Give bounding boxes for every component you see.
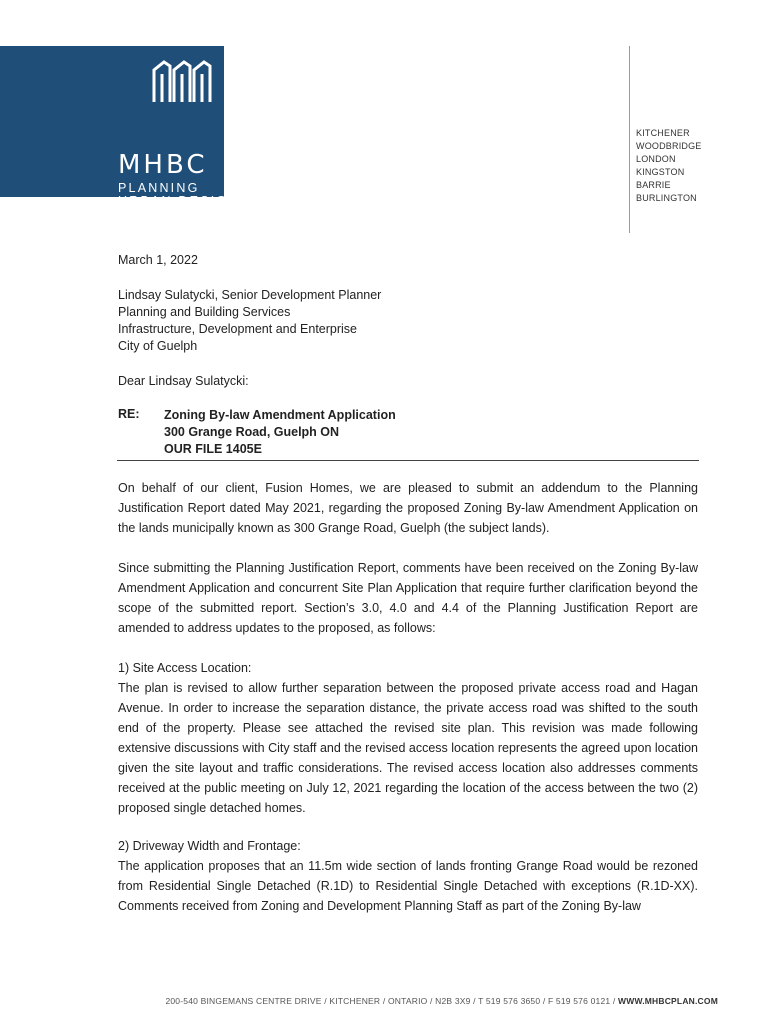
recipient-line: Lindsay Sulatycki, Senior Development Planner (118, 288, 382, 302)
footer-website[interactable]: WWW.MHBCPLAN.COM (618, 996, 718, 1006)
salutation: Dear Lindsay Sulatycki: (118, 374, 249, 388)
office-location: KITCHENER (636, 128, 690, 138)
body-paragraph: On behalf of our client, Fusion Homes, we are pleased to submit an addendum to the Planning Justification Report dated May 2021, regarding the proposed Zoning By-law Amendment Application on the lands municipally known as 300 Grange Road, Guelph (the subject lands). (118, 481, 698, 535)
header-divider (629, 46, 630, 233)
logo-tagline-line: & LANDSCAPE (118, 206, 230, 220)
recipient-line: Infrastructure, Development and Enterprise (118, 322, 358, 336)
office-locations (636, 127, 702, 205)
logo-name: MHBC (118, 150, 208, 180)
footer-address: 200-540 BINGEMANS CENTRE DRIVE / KITCHENER / ONTARIO / N2B 3X9 / T 519 576 3650 / F 519 576 0121 / (165, 996, 618, 1006)
recipient-line: Planning and Building Services (118, 305, 291, 319)
logo-tagline-line: ARCHITECTURE (118, 218, 243, 233)
section-driveway (118, 836, 698, 916)
logo-tagline (118, 182, 242, 232)
office-location: WOODBRIDGE (636, 141, 702, 151)
subject-block (164, 407, 396, 458)
section-body: The application proposes that an 11.5m wide section of lands fronting Grange Road would be rezoned from Residential Single Detached (R.1D) to Residential Single Detached with exceptions (R.1D-XX). Comments received from Zoning and Development Planning Staff as part of the Zoning By-law (118, 859, 698, 913)
office-location: LONDON (636, 154, 676, 164)
section-body: The plan is revised to allow further separation between the proposed private access road and Hagan Avenue. In order to increase the separation distance, the private access road was shifted to the south end of the property. Please see attached the revised site plan. This revision was made following extensive discussions with City staff and the revised access location represents the agreed upon location given the site layout and traffic considerations. The revised access location also addresses comments received at the public meeting on July 12, 2021 regarding the location of the access between the two (2) proposed single detached homes. (118, 681, 698, 815)
section-heading: 2) Driveway Width and Frontage: (118, 839, 301, 853)
re-label: RE: (118, 407, 140, 421)
section-site-access (118, 658, 698, 818)
logo-tagline-line: URBAN DESIGN (118, 193, 240, 208)
letter-date: March 1, 2022 (118, 253, 198, 267)
logo-tagline-line: PLANNING (118, 181, 200, 195)
body-paragraph: Since submitting the Planning Justification Report, comments have been received on the Zoning By-law Amendment Application and concurrent Site Plan Application that require further clarification beyond the scope of the submitted report. Section’s 3.0, 4.0 and 4.4 of the Planning Justification Report are amended to address updates to the proposed, as follows: (118, 561, 698, 635)
subject-line: OUR FILE 1405E (164, 442, 262, 456)
recipient-line: City of Guelph (118, 339, 198, 353)
subject-line: Zoning By-law Amendment Application (164, 408, 396, 422)
subject-divider (117, 460, 699, 461)
company-logo (0, 46, 243, 233)
subject-line: 300 Grange Road, Guelph ON (164, 425, 340, 439)
office-location: BURLINGTON (636, 193, 697, 203)
section-heading: 1) Site Access Location: (118, 661, 252, 675)
office-location: KINGSTON (636, 167, 685, 177)
building-columns-icon (150, 56, 214, 104)
recipient-address (118, 287, 698, 355)
office-location: BARRIE (636, 180, 671, 190)
